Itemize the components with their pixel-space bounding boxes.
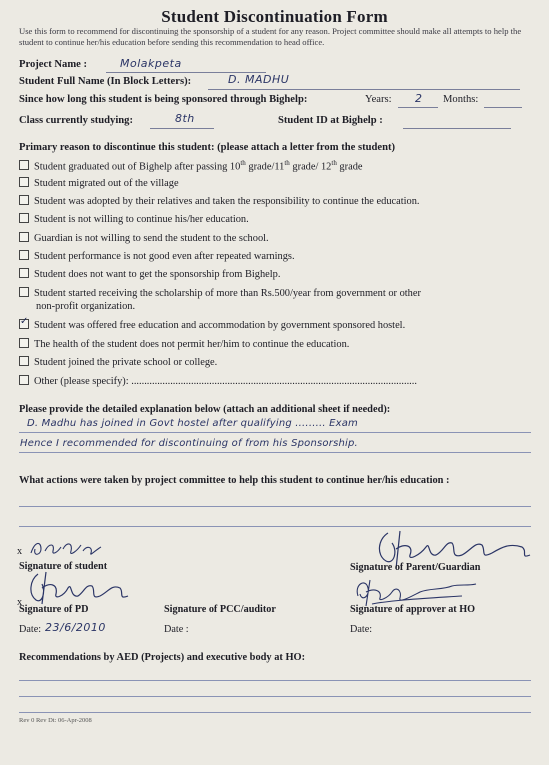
checkbox[interactable] — [19, 375, 29, 385]
reason-health[interactable]: The health of the student does not permit her/him to continue the education. — [19, 338, 349, 350]
reason-hostel[interactable]: ✓Student was offered free education and accommodation by government sponsored hostel. — [19, 319, 405, 331]
explanation-line-2 — [19, 452, 531, 453]
explanation-text-1[interactable]: D. Madhu has joined in Govt hostel after qualifying ......... Exam — [27, 418, 358, 429]
reason-no-sponsorship[interactable]: Student does not want to get the sponsorship from Bighelp. — [19, 268, 280, 280]
form-intro: Use this form to recommend for discontinuing the sponsorship of a student for any reason. Project committee should make all attempts to help the student to continue her/his education before sending this recommendation to head office. — [19, 26, 522, 47]
reasons-heading — [19, 142, 395, 153]
checkbox[interactable] — [19, 160, 29, 170]
explanation-line-1 — [19, 432, 531, 433]
checkbox[interactable] — [19, 232, 29, 242]
reason-migrated[interactable]: Student migrated out of the village — [19, 177, 179, 189]
student-name-line — [208, 89, 520, 90]
recommendations-line-1 — [19, 680, 531, 681]
recommendations-line-2 — [19, 696, 531, 697]
parent-signature-label: Signature of Parent/Guardian — [350, 562, 481, 573]
explanation-text-2[interactable]: Hence I recommended for discontinuing of from his Sponsorship. — [20, 438, 358, 449]
reason-adopted[interactable]: Student was adopted by their relatives and taken the responsibility to continue the education. — [19, 195, 420, 207]
pd-x-mark: x — [17, 597, 23, 608]
approver-signature-label: Signature of approver at HO — [350, 604, 476, 615]
pd-date-value[interactable]: 23/6/2010 — [45, 621, 106, 634]
student-name-label: Student Full Name (In Block Letters): — [19, 76, 192, 87]
form-title: Student Discontinuation Form — [161, 7, 388, 26]
checkbox[interactable] — [19, 195, 29, 205]
pcc-signature-label: Signature of PCC/auditor — [164, 604, 276, 615]
student-signature-label: Signature of student — [19, 561, 108, 572]
reason-graduated[interactable]: Student graduated out of Bighelp after passing 10th grade/11th grade/ 12th grade — [19, 159, 363, 172]
student-id-line — [403, 128, 511, 129]
class-label: Class currently studying: — [19, 115, 133, 126]
reason-other[interactable]: Other (please specify): .............................................................................................................. — [19, 375, 417, 387]
reason-scholarship[interactable]: Student started receiving the scholarship of more than Rs.500/year from government or other — [19, 287, 421, 299]
years-value[interactable]: 2 — [415, 92, 423, 105]
actions-line-1 — [19, 506, 531, 507]
reason-performance[interactable]: Student performance is not good even after repeated warnings. — [19, 250, 295, 262]
reasons-heading-note: (please attach a letter from the student) — [217, 142, 396, 153]
reason-scholarship-cont: non-profit organization. — [36, 301, 136, 312]
class-value[interactable]: 8th — [175, 112, 195, 125]
pcc-date-label: Date : — [164, 624, 189, 635]
project-name-value[interactable]: Molakpeta — [120, 57, 182, 70]
checkbox-checked[interactable] — [19, 319, 29, 329]
months-line — [484, 107, 522, 108]
class-line — [150, 128, 214, 129]
student-x-mark: x — [17, 546, 23, 557]
months-label: Months: — [443, 94, 479, 105]
checkbox[interactable] — [19, 268, 29, 278]
checkbox[interactable] — [19, 177, 29, 187]
pd-date-label: Date: — [19, 624, 42, 635]
student-signature[interactable] — [27, 537, 107, 561]
years-label: Years: — [365, 94, 392, 105]
reason-guardian[interactable]: Guardian is not willing to send the student to the school. — [19, 232, 269, 244]
revision-footer: Rev 0 Rev Dt: 06-Apr-2008 — [19, 717, 92, 724]
sponsored-duration-label: Since how long this student is being sponsored through Bighelp: — [19, 94, 308, 105]
years-line — [398, 107, 438, 108]
pd-signature-label: Signature of PD — [19, 604, 89, 615]
reasons-heading-text: Primary reason to discontinue this student: — [19, 142, 215, 153]
recommendations-label: Recommendations by AED (Projects) and executive body at HO: — [19, 652, 306, 663]
project-name-label: Project Name : — [19, 59, 88, 70]
ho-date-label: Date: — [350, 624, 373, 635]
actions-label: What actions were taken by project committee to help this student to continue her/his education : — [19, 475, 450, 486]
checkbox[interactable] — [19, 213, 29, 223]
explanation-label: Please provide the detailed explanation below (attach an additional sheet if needed): — [19, 404, 391, 415]
reason-not-willing[interactable]: Student is not willing to continue his/her education. — [19, 213, 249, 225]
recommendations-line-3 — [19, 712, 531, 713]
pd-signature[interactable] — [24, 570, 144, 608]
checkbox[interactable] — [19, 250, 29, 260]
student-name-value[interactable]: D. MADHU — [228, 73, 290, 86]
student-id-label: Student ID at Bighelp : — [278, 115, 383, 126]
checkbox[interactable] — [19, 287, 29, 297]
checkbox[interactable] — [19, 338, 29, 348]
reason-private-school[interactable]: Student joined the private school or college. — [19, 356, 217, 368]
checkbox[interactable] — [19, 356, 29, 366]
